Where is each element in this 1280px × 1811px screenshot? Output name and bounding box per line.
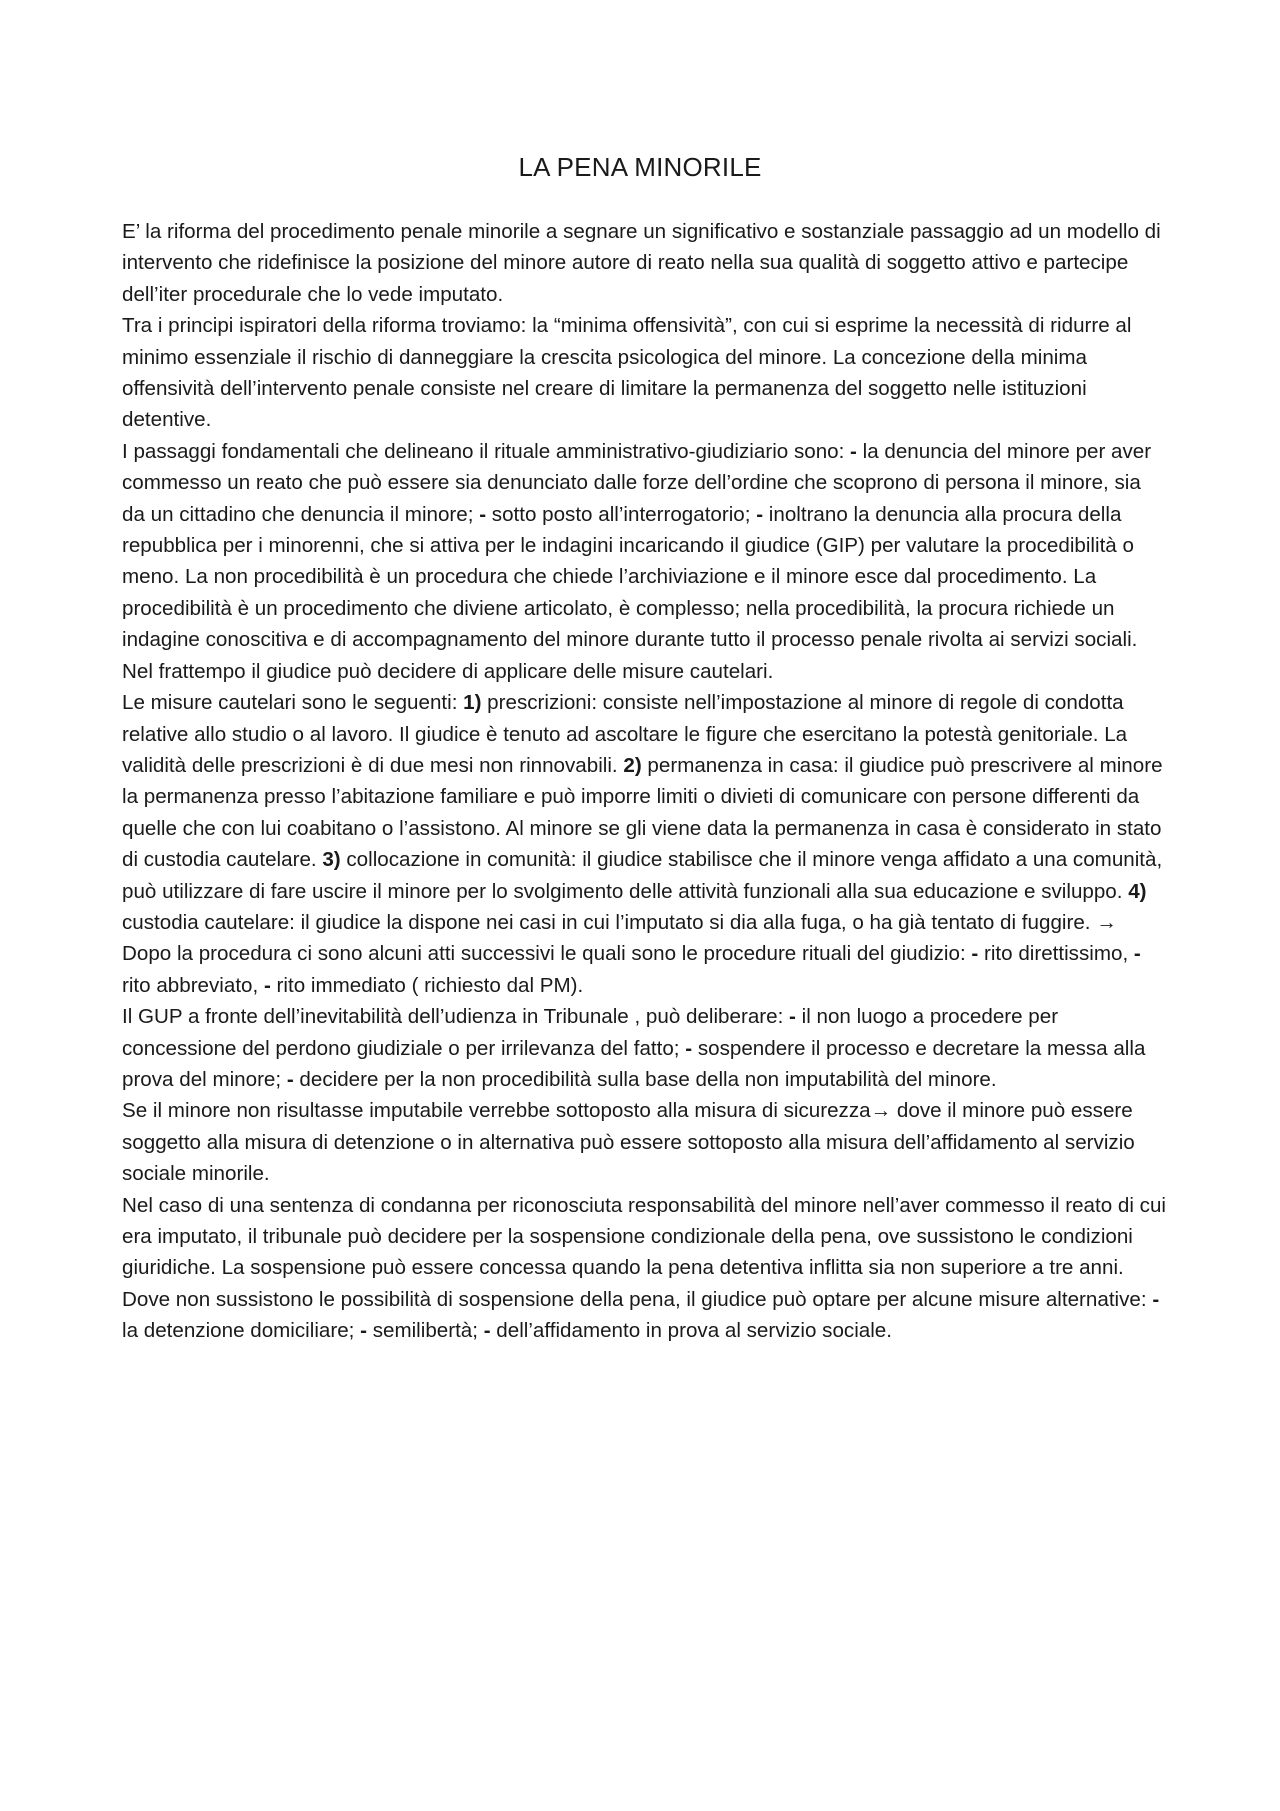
text-segment: collocazione in comunità: il giudice stabilisce che il minore venga affidato a una comunità, può utilizzare di fare uscire il minore per lo svolgimento delle attività funzionali alla sua educazione e sviluppo. [122,848,1163,903]
bold-dash: - [263,973,271,997]
bold-dash: - [479,502,487,526]
list-number: 4) [1128,879,1147,903]
text-segment: inoltrano la denuncia alla procura della repubblica per i minorenni, che si attiva per le indagini incaricando il giudice (GIP) per valutare la procedibilità o meno. La non procedibilità è un procedura che chiede l’archiviazione e il minore esce dal procedimento. La procedibilità è un procedimento che diviene articolato, è complesso; nella procedibilità, la procura richiede un indagine conoscitiva e di accompagnamento del minore durante tutto il processo penale rivolta ai servizi sociali. Nel frattempo il giudice può decidere di applicare delle misure cautelari. [122,502,1138,683]
document-body [122,216,1167,1347]
bold-dash: - [360,1319,367,1343]
bold-dash: - [1133,942,1141,966]
list-number: 2) [623,753,642,777]
text-segment: Il GUP a fronte dell’inevitabilità dell’udienza in Tribunale , può deliberare: [122,1005,790,1029]
bold-dash: - [756,502,764,526]
text-segment: custodia cautelare: il giudice la dispone nei casi in cui l’imputato si dia alla fuga, o ha già tentato di fuggire. → Dopo la procedura ci sono alcuni atti successivi le quali sono le procedure rituali del giudizio: [122,910,1117,966]
bold-dash: - [483,1319,491,1343]
bold-dash: - [789,1005,796,1029]
paragraph-1: E’ la riforma del procedimento penale minorile a segnare un significativo e sostanziale passaggio ad un modello di intervento che ridefinisce la posizione del minore autore di reato nella sua qualità di soggetto attivo e partecipe dell’iter procedurale che lo vede imputato. [122,220,1161,306]
paragraph-2: Tra i principi ispiratori della riforma troviamo: la “minima offensività”, con cui si esprime la necessità di ridurre al minimo essenziale il rischio di danneggiare la crescita psicologica del minore. La concezione della minima offensività dell’intervento penale consiste nel creare di limitare la permanenza del soggetto nelle istituzioni detentive. [122,314,1132,432]
list-number: 1) [463,691,482,715]
text-segment: dell’affidamento in prova al servizio sociale. [490,1319,892,1343]
paragraph-6: Se il minore non risultasse imputabile verrebbe sottoposto alla misura di sicurezza→ dove il minore può essere soggetto alla misura di detenzione o in alternativa può essere sottoposto alla misura dell’affidamento al servizio sociale minorile. [122,1099,1135,1186]
text-segment: Le misure cautelari sono le seguenti: [122,691,464,715]
text-segment: rito direttissimo, [978,942,1134,966]
text-segment: rito immediato ( richiesto dal PM). [270,973,584,997]
text-segment: prescrizioni: consiste nell’impostazione al minore di regole di condotta relative allo studio o al lavoro. Il giudice è tenuto ad ascoltare le figure che esercitano la potestà genitoriale. La validità delle prescrizioni è di due mesi non rinnovabili. [122,691,1128,777]
paragraph-5 [122,1001,1167,1095]
bold-dash: - [850,439,857,463]
text-segment: decidere per la non procedibilità sulla base della non imputabilità del minore. [293,1067,997,1091]
bold-dash: - [1152,1287,1160,1311]
text-segment: rito abbreviato, [122,973,264,997]
text-segment: I passaggi fondamentali che delineano il rituale amministrativo-giudiziario sono: [122,439,851,463]
paragraph-3 [122,436,1167,687]
text-segment: la detenzione domiciliare; [122,1319,361,1343]
bold-dash: - [685,1036,693,1060]
list-number: 3) [322,848,341,872]
text-segment: il non luogo a procedere per concessione del perdono giudiziale o per irrilevanza del fatto; [122,1005,1059,1060]
text-segment: Nel caso di una sentenza di condanna per riconosciuta responsabilità del minore nell’aver commesso il reato di cui era imputato, il tribunale può decidere per la sospensione condizionale della pena, ove sussistono le condizioni giuridiche. La sospensione può essere concessa quando la pena detentiva inflitta sia non superiore a tre anni. Dove non sussistono le possibilità di sospensione della pena, il giudice può optare per alcune misure alternative: [122,1193,1166,1311]
text-segment: sotto posto all’interrogatorio; [486,502,757,526]
paragraph-4 [122,687,1167,1001]
text-segment: semilibertà; [366,1319,484,1343]
bold-dash: - [971,942,979,966]
bold-dash: - [286,1067,294,1091]
text-segment: permanenza in casa: il giudice può prescrivere al minore la permanenza presso l’abitazione familiare e può imporre limiti o divieti di comunicare con persone differenti da quelle che con lui coabitano o l’assistono. Al minore se gli viene data la permanenza in casa è considerato in stato di custodia cautelare. [122,753,1163,872]
document-title: LA PENA MINORILE [518,152,762,182]
paragraph-7 [122,1190,1167,1347]
text-segment: sospendere il processo e decretare la messa alla prova del minore; [122,1036,1146,1091]
text-segment: la denuncia del minore per aver commesso un reato che può essere sia denunciato dalle forze dell’ordine che scoprono di persona il minore, sia da un cittadino che denuncia il minore; [122,439,1152,526]
